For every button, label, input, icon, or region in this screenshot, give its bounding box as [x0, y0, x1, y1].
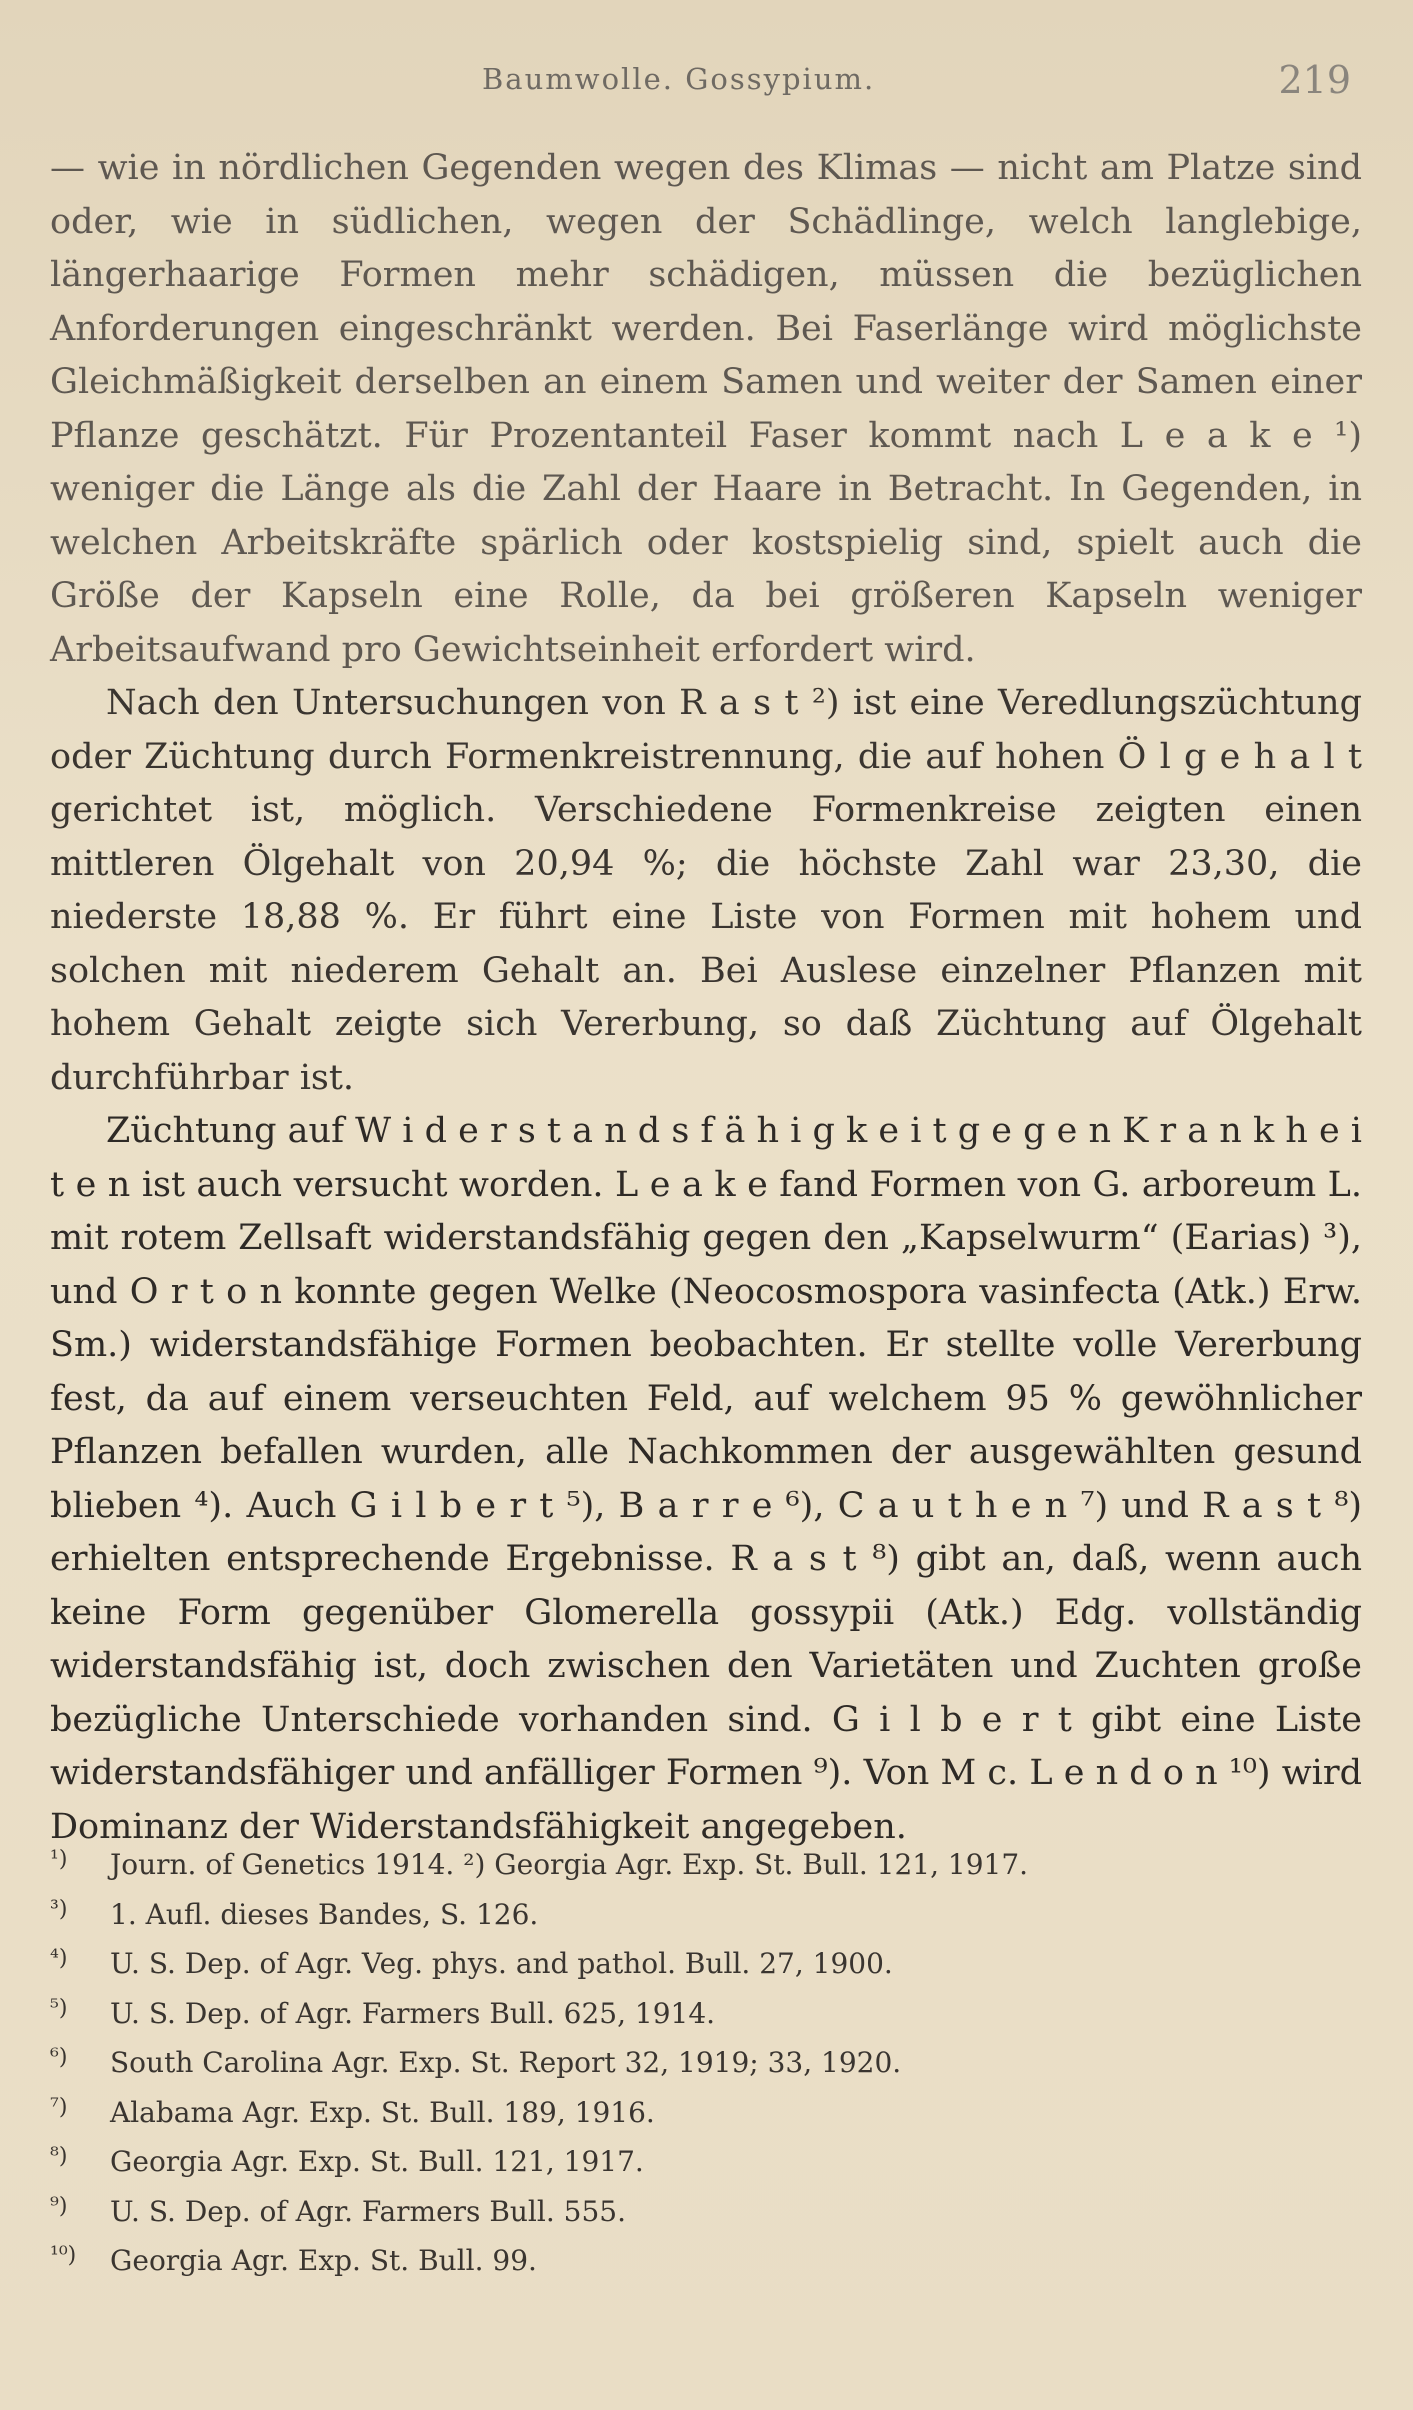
paragraph-disease-resistance: Züchtung auf W i d e r s t a n d s f ä h i g k e i t g e g e n K r a n k h e i t e n ist auch versucht worden. L e a k e fand Formen von G. arboreum L. mit rotem Zellsaft widerstandsfähig gegen den „Kapselwurm“ (Earias) ³), und O r t o n konnte gegen Welke (Neocosmospora vasinfecta (Atk.) Erw. Sm.) widerstandsfähige Formen beobachten. Er stellte volle Vererbung fest, da auf einem verseuchten Feld, auf welchem 95 % gewöhnlicher Pflanzen befallen wurden, alle Nachkommen der ausgewählten gesund blieben ⁴). Auch G i l b e r t ⁵), B a r r e ⁶), C a u t h e n ⁷) und R a s t ⁸) erhielten entsprechende Ergebnisse. R a s t ⁸) gibt an, daß, wenn auch keine Form gegenüber Glomerella gossypii (Atk.) Edg. vollständig widerstandsfähig ist, doch zwischen den Varietäten und Zuchten große bezügliche Unterschiede vorhanden sind. G i l b e r t gibt eine Liste widerstandsfähiger und anfälliger Formen ⁹). Von M c. L e n d o n ¹⁰) wird Dominanz der Widerstandsfähigkeit angegeben.	[50, 1111, 1362, 1847]
footnote-mark: ⁷)	[50, 2094, 68, 2120]
footnote-mark: ⁵)	[50, 1995, 68, 2021]
footnote-text: Journ. of Genetics 1914. ²) Georgia Agr. Exp. St. Bull. 121, 1917.	[110, 1848, 1029, 1881]
footnote-mark: ⁹)	[50, 2193, 68, 2219]
footnote-text: Alabama Agr. Exp. St. Bull. 189, 1916.	[110, 2095, 655, 2129]
footnote-text: Georgia Agr. Exp. St. Bull. 99.	[110, 2244, 537, 2277]
paragraph-oil-content: Nach den Untersuchungen von R a s t ²) ist eine Veredlungszüchtung oder Züchtung durch Formenkreistrennung, die auf hohen Ö l g e h a l t gerichtet ist, möglich. Verschiedene Formenkreise zeigten einen mittleren Ölgehalt von 20,94 %; die höchste Zahl war 23,30, die niederste 18,88 %. Er führt eine Liste von Formen mit hohem und solchen mit niederem Gehalt an. Bei Auslese einzelner Pflanzen mit hohem Gehalt zeigte sich Vererbung, so daß Züchtung auf Ölgehalt durchführbar ist.	[50, 683, 1362, 1098]
footnote-text: U. S. Dep. of Agr. Farmers Bull. 625, 1914.	[110, 1996, 716, 2030]
footnote-mark: ¹)	[50, 1847, 68, 1872]
running-head	[0, 58, 1413, 112]
footnote	[50, 1888, 1350, 1938]
footnote	[50, 2135, 1350, 2185]
footnote	[50, 2185, 1350, 2235]
footnote-mark: ⁸)	[50, 2144, 68, 2169]
footnote-text: 1. Aufl. dieses Bandes, S. 126.	[110, 1897, 539, 1931]
footnote-mark: ¹⁰)	[50, 2243, 77, 2268]
footnote-text: U. S. Dep. of Agr. Farmers Bull. 555.	[110, 2194, 626, 2228]
footnote-mark: ³)	[50, 1896, 68, 1922]
footnote-mark: ⁶)	[50, 2045, 68, 2070]
page-number: 219	[1278, 58, 1351, 102]
footnote-text: South Carolina Agr. Exp. St. Report 32, 1919; 33, 1920.	[110, 2046, 902, 2079]
footnote-text: Georgia Agr. Exp. St. Bull. 121, 1917.	[110, 2145, 644, 2178]
footnotes	[50, 1838, 1350, 2284]
footnote	[50, 1937, 1350, 1987]
footnote-mark: ⁴)	[50, 1946, 68, 1971]
footnote	[50, 1838, 1350, 1888]
footnote	[50, 2234, 1350, 2284]
footnote	[50, 2036, 1350, 2086]
paragraph-breeding-requirements: — wie in nördlichen Gegenden wegen des Klimas — nicht am Platze sind oder, wie in südlichen, wegen der Schädlinge, welch langlebige, längerhaarige Formen mehr schädigen, müssen die bezüglichen Anforderungen eingeschränkt werden. Bei Faserlänge wird möglichste Gleichmäßigkeit derselben an einem Samen und weiter der Samen einer Pflanze geschätzt. Für Prozentanteil Faser kommt nach L e a k e ¹) weniger die Länge als die Zahl der Haare in Betracht. In Gegenden, in welchen Arbeitskräfte spärlich oder kostspielig sind, spielt auch die Größe der Kapseln eine Rolle, da bei größeren Kapseln weniger Arbeitsaufwand pro Gewichtseinheit erfordert wird.	[50, 148, 1362, 670]
running-title: Baumwolle. Gossypium.	[482, 62, 876, 96]
footnote-text: U. S. Dep. of Agr. Veg. phys. and pathol. Bull. 27, 1900.	[110, 1947, 893, 1980]
footnote	[50, 1987, 1350, 2037]
footnote	[50, 2086, 1350, 2136]
body-text	[50, 142, 1362, 1854]
